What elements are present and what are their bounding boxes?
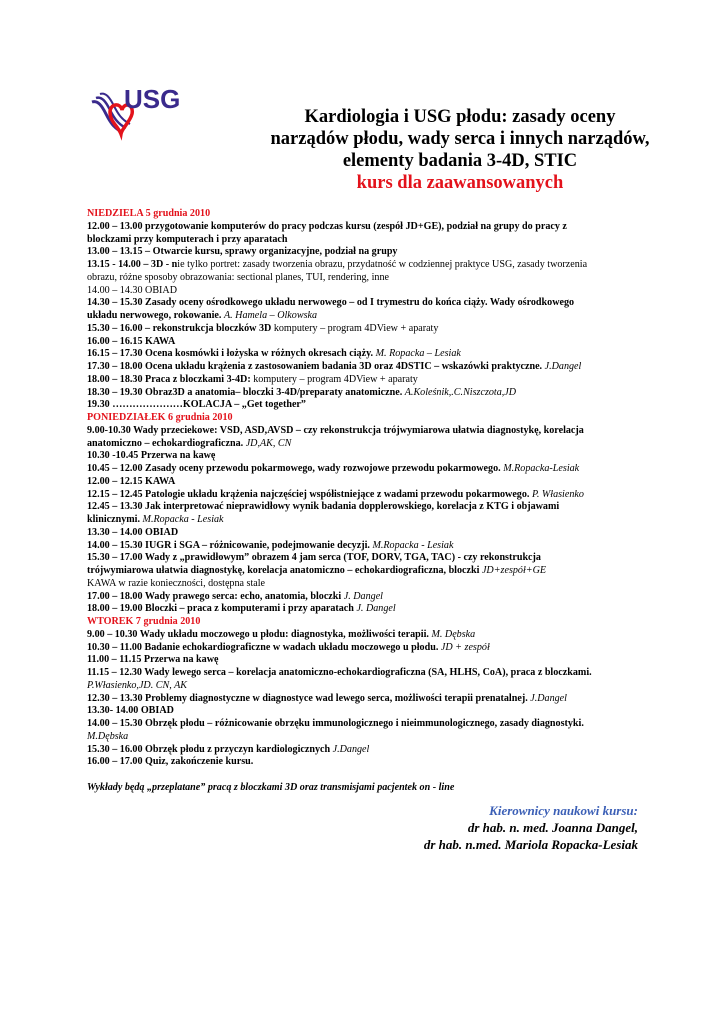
line-bold: 12.30 – 13.30 Problemy diagnostyczne w diagnostyce wad lewego serca, możliwości terapii prenatalnej. bbox=[87, 692, 528, 704]
line-bold: 12.15 – 12.45 Patologie układu krążenia najczęściej współistniejące z wadami przewodu pokarmowego. bbox=[87, 488, 530, 500]
line-speaker: M.Dębska bbox=[87, 730, 129, 742]
line-speaker: M.Ropacka - Lesiak bbox=[142, 514, 224, 525]
program-line bbox=[87, 565, 647, 578]
line-speaker: M.Ropacka - Lesiak bbox=[372, 539, 454, 551]
line-text: obrazu, różne sposoby obrazowania: sectional planes, TUI, rendering, inne bbox=[87, 271, 389, 283]
line-bold: 15.30 – 16.00 – rekonstrukcja bloczków 3D bbox=[87, 322, 272, 334]
day-heading: NIEDZIELA 5 grudnia 2010 bbox=[87, 208, 211, 219]
line-bold: 13.30- 14.00 OBIAD bbox=[87, 705, 174, 717]
spacer bbox=[87, 769, 647, 782]
program-line bbox=[87, 527, 647, 540]
program-line bbox=[87, 259, 647, 272]
program-line bbox=[87, 540, 647, 553]
program-line bbox=[87, 514, 647, 527]
program-line bbox=[87, 718, 647, 731]
program-line bbox=[87, 336, 647, 349]
line-bold: klinicznymi. bbox=[87, 514, 140, 525]
line-bold: 18.00 – 19.00 Bloczki – praca z komputerami i przy aparatach bbox=[87, 603, 354, 615]
program-line bbox=[87, 361, 647, 374]
program-line bbox=[87, 310, 647, 323]
program-line bbox=[87, 591, 647, 604]
line-bold: 9.00 – 10.30 Wady układu moczowego u płodu: diagnostyka, możliwości terapii. bbox=[87, 628, 429, 640]
line-bold: 18.00 – 18.30 Praca z bloczkami 3-4D: bbox=[87, 373, 251, 385]
line-speaker: A. Hamela – Olkowska bbox=[223, 310, 318, 321]
signature-heading: Kierownicy naukowi kursu: bbox=[489, 803, 638, 818]
usg-logo bbox=[88, 84, 198, 144]
signature-name-2: dr hab. n.med. Mariola Ropacka-Lesiak bbox=[423, 837, 638, 852]
line-bold: trójwymiarowa ułatwia diagnostykę, korelacja anatomiczno – echokardiograficzna, bloczki bbox=[87, 565, 480, 576]
line-bold: 13.15 - 14.00 – 3D - n bbox=[87, 259, 178, 270]
line-bold: 17.30 – 18.00 Ocena układu krążenia z zastosowaniem badania 3D oraz 4DSTIC – wskazówki praktyczne. bbox=[87, 361, 543, 372]
line-speaker: M. Ropacka – Lesiak bbox=[375, 348, 461, 360]
program-line bbox=[87, 374, 647, 387]
line-speaker: JD+zespół+GE bbox=[481, 565, 547, 576]
line-text: 14.00 – 14.30 OBIAD bbox=[87, 284, 178, 296]
program-line bbox=[87, 297, 647, 310]
program-line bbox=[87, 642, 647, 655]
line-text: ie tylko portret: zasady tworzenia obrazu, przydatność w codziennej praktyce USG, zasady tworzenia bbox=[177, 259, 588, 270]
line-bold: 15.30 – 16.00 Obrzęk płodu z przyczyn kardiologicznych bbox=[87, 743, 331, 755]
line-bold: 11.15 – 12.30 Wady lewego serca – korelacja anatomiczno-echokardiograficzna (SA, HLHS, CoA), praca z bloczkami. bbox=[87, 667, 592, 678]
signature-block bbox=[424, 802, 638, 853]
line-bold: 16.00 – 16.15 KAWA bbox=[87, 335, 176, 347]
program-line bbox=[87, 744, 647, 757]
program-line bbox=[87, 425, 647, 438]
program-line bbox=[87, 756, 647, 769]
program-note: Wykłady będą „przeplatane” pracą z bloczkami 3D oraz transmisjami pacjentek on - line bbox=[87, 781, 455, 793]
program-line bbox=[87, 348, 647, 361]
line-bold: 14.00 – 15.30 Obrzęk płodu – różnicowanie obrzęku immunologicznego i nieimmunologicznego, zasady diagnostyki. bbox=[87, 718, 584, 729]
program-line bbox=[87, 552, 647, 565]
line-speaker: A.Koleśnik,.C.Niszczota,JD bbox=[404, 386, 517, 398]
program-line bbox=[87, 323, 647, 336]
title-line-1: Kardiologia i USG płodu: zasady oceny bbox=[304, 107, 616, 127]
program-line bbox=[87, 438, 647, 451]
program-line bbox=[87, 399, 647, 412]
line-bold: 16.00 – 17.00 Quiz, zakończenie kursu. bbox=[87, 756, 254, 768]
program-line bbox=[87, 680, 647, 693]
line-speaker: J.Dangel bbox=[332, 743, 370, 755]
program-line bbox=[87, 705, 647, 718]
line-bold: 9.00-10.30 Wady przeciekowe: VSD, ASD,AVSD – czy rekonstrukcja trójwymiarowa ułatwia diagnostykę, korelacja bbox=[87, 424, 584, 436]
line-speaker: P. Własienko bbox=[531, 488, 584, 500]
program-line bbox=[87, 489, 647, 502]
line-speaker: J. Dangel bbox=[356, 603, 396, 615]
line-bold: 12.45 – 13.30 Jak interpretować nieprawidłowy wynik badania dopplerowskiego, korelacja z KTG i objawami bbox=[87, 501, 560, 513]
line-bold: 15.30 – 17.00 Wady z „prawidłowym” obrazem 4 jam serca (TOF, DORV, TGA, TAC) - czy rekonstrukcja bbox=[87, 552, 541, 564]
program-line bbox=[87, 272, 647, 285]
program-line bbox=[87, 246, 647, 259]
program-line bbox=[87, 387, 647, 400]
line-speaker: P.Własienko,JD. CN, AK bbox=[87, 679, 188, 691]
program-line bbox=[87, 693, 647, 706]
program-line bbox=[87, 476, 647, 489]
line-bold: układu nerwowego, rokowanie. bbox=[87, 310, 222, 321]
program-line bbox=[87, 578, 647, 591]
program-line bbox=[87, 501, 647, 514]
line-bold: blockzami przy komputerach i przy aparatach bbox=[87, 233, 288, 245]
line-bold: 16.15 – 17.30 Ocena kosmówki i łożyska w różnych okresach ciąży. bbox=[87, 348, 374, 360]
line-speaker: M. Dębska bbox=[431, 628, 476, 640]
line-bold: 13.00 – 13.15 – Otwarcie kursu, sprawy organizacyjne, podział na grupy bbox=[87, 246, 398, 258]
program-line bbox=[87, 731, 647, 744]
line-bold: 17.00 – 18.00 Wady prawego serca: echo, anatomia, bloczki bbox=[87, 590, 342, 602]
signature-name-1: dr hab. n. med. Joanna Dangel, bbox=[467, 820, 638, 835]
program-line bbox=[87, 603, 647, 616]
line-speaker: JD,AK, CN bbox=[245, 437, 292, 449]
line-speaker: M.Ropacka-Lesiak bbox=[503, 463, 580, 474]
day-heading: WTOREK 7 grudnia 2010 bbox=[87, 616, 201, 627]
line-speaker: J.Dangel bbox=[544, 361, 582, 372]
line-bold: 14.00 – 15.30 IUGR i SGA – różnicowanie, podejmowanie decyzji. bbox=[87, 539, 370, 551]
line-bold: 14.30 – 15.30 Zasady oceny ośrodkowego układu nerwowego – od I trymestru do końca ciąży. Wady ośrodkowego bbox=[87, 297, 575, 309]
title-line-2: narządów płodu, wady serca i innych narządów, bbox=[270, 129, 650, 149]
logo-text: USG bbox=[124, 84, 181, 114]
program-line bbox=[87, 221, 647, 234]
line-bold: anatomiczno – echokardiograficzna. bbox=[87, 437, 244, 449]
line-bold: 12.00 – 12.15 KAWA bbox=[87, 475, 176, 487]
program-line bbox=[87, 654, 647, 667]
line-speaker: J. Dangel bbox=[343, 590, 383, 602]
page-title bbox=[225, 106, 695, 194]
program-line bbox=[87, 450, 647, 463]
line-bold: 10.30 – 11.00 Badanie echokardiograficzne w wadach układu moczowego u płodu. bbox=[87, 641, 439, 653]
line-text: komputery – program 4DView + aparaty bbox=[250, 373, 418, 385]
title-subtitle: kurs dla zaawansowanych bbox=[356, 173, 564, 193]
line-speaker: JD + zespół bbox=[440, 641, 490, 653]
course-program bbox=[87, 208, 647, 795]
line-bold: 18.30 – 19.30 Obraz3D a anatomia– bloczki 3-4D/preparaty anatomiczne. bbox=[87, 386, 403, 398]
day-heading: PONIEDZIAŁEK 6 grudnia 2010 bbox=[87, 412, 233, 423]
program-line bbox=[87, 234, 647, 247]
line-text: KAWA w razie konieczności, dostępna stale bbox=[87, 577, 266, 589]
program-line bbox=[87, 629, 647, 642]
line-bold: 12.00 – 13.00 przygotowanie komputerów do pracy podczas kursu (zespół JD+GE), podział na grupy do pracy z bbox=[87, 220, 567, 232]
program-line bbox=[87, 667, 647, 680]
line-text: komputery – program 4DView + aparaty bbox=[271, 322, 439, 334]
program-line bbox=[87, 463, 647, 476]
line-bold: 19.30 …………………KOLACJA – „Get together” bbox=[87, 399, 306, 411]
line-speaker: J.Dangel bbox=[530, 692, 567, 704]
title-line-3: elementy badania 3-4D, STIC bbox=[342, 151, 578, 171]
line-bold: 11.00 – 11.15 Przerwa na kawę bbox=[87, 654, 219, 666]
line-bold: 13.30 – 14.00 OBIAD bbox=[87, 526, 179, 538]
line-bold: 10.45 – 12.00 Zasady oceny przewodu pokarmowego, wady rozwojowe przewodu pokarmowego. bbox=[87, 463, 501, 474]
line-bold: 10.30 -10.45 Przerwa na kawę bbox=[87, 450, 216, 462]
program-line bbox=[87, 285, 647, 298]
